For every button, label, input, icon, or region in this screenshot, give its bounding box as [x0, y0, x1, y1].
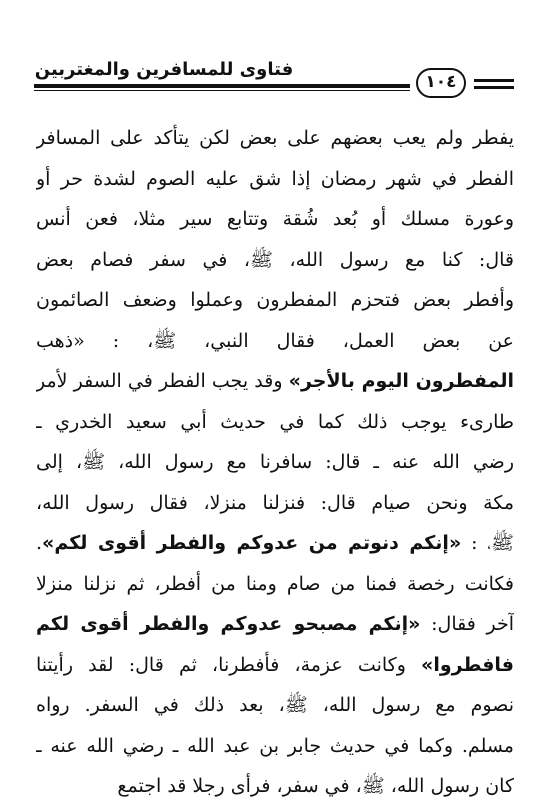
text-run: مكة ونحن صيام قال: فنزلنا منزلا، فقال رسول الله،: [36, 491, 514, 514]
text-run: وكانت عزمة، فأفطرنا، ثم قال: لقد رأيتنا: [36, 653, 422, 676]
page-header: [34, 58, 516, 106]
body-text: [36, 118, 514, 807]
text-run: قال: كنا مع رسول الله، ﷺ، في سفر فصام بعض: [36, 248, 514, 271]
header-dash-top: [474, 79, 514, 82]
text-line: [36, 321, 514, 362]
header-dash-bottom: [474, 86, 514, 89]
text-run: .: [36, 532, 43, 554]
text-line: [36, 685, 514, 726]
text-run: فكانت رخصة فمنا من صام ومنا من أفطر، ثم نزلنا منزلا: [36, 572, 514, 595]
text-run: كان رسول الله، ﷺ، في سفر، فرأى رجلا قد اجتمع: [117, 775, 514, 797]
text-run: وعورة مسلك أو بُعد شُقة وتتابع سير مثلا، فعن أنس: [36, 208, 514, 230]
text-run: وقد يجب الفطر في السفر لأمر: [36, 370, 289, 392]
text-line: [36, 483, 514, 524]
header-rule-thin: [34, 90, 410, 91]
text-line: [36, 645, 514, 686]
hadith-quote: «إنكم مصبحو عدوكم والفطر أقوى لكم: [36, 613, 421, 635]
text-run: ﷺ، :: [461, 532, 514, 554]
text-line: [36, 402, 514, 443]
text-line: [36, 199, 514, 240]
text-line: [36, 726, 514, 767]
page-number: ١٠٤: [416, 68, 466, 98]
text-line: [36, 523, 514, 564]
text-line: [36, 442, 514, 483]
text-line: [36, 361, 514, 402]
text-line: [36, 604, 514, 645]
text-line: [36, 564, 514, 605]
text-line: [36, 159, 514, 200]
text-run: مسلم. وكما في حديث جابر بن عبد الله ـ رضي الله عنه ـ: [36, 734, 514, 757]
text-run: وأفطر بعض فتحزم المفطرون وعملوا وضعف الصائمون: [36, 289, 514, 311]
text-run: عن بعض العمل، فقال النبي، ﷺ، : «ذهب: [36, 329, 514, 352]
text-line: [36, 766, 514, 807]
book-title: فتاوى للمسافرين والمغتربين: [34, 59, 294, 80]
text-run: رضي الله عنه ـ قال: سافرنا مع رسول الله، ﷺ، إلى: [36, 451, 514, 473]
text-run: يفطر ولم يعب بعضهم على بعض لكن يتأكد على المسافر: [36, 127, 514, 149]
text-run: نصوم مع رسول الله، ﷺ، بعد ذلك في السفر. رواه: [36, 694, 514, 716]
hadith-quote: فافطروا»: [421, 653, 514, 676]
text-line: [36, 240, 514, 281]
text-line: [36, 280, 514, 321]
hadith-quote: «إنكم دنوتم من عدوكم والفطر أقوى لكم»: [42, 532, 462, 554]
text-run: الفطر في شهر رمضان إذا شق عليه الصوم لشدة حر أو: [36, 167, 514, 190]
text-run: آخر فقال:: [420, 613, 514, 635]
text-run: طارىء يوجب ذلك كما في حديث أبي سعيد الخدري ـ: [36, 410, 514, 433]
text-line: [36, 118, 514, 159]
header-rule-thick: [34, 84, 410, 88]
hadith-quote: المفطرون اليوم بالأجر»: [288, 370, 514, 392]
